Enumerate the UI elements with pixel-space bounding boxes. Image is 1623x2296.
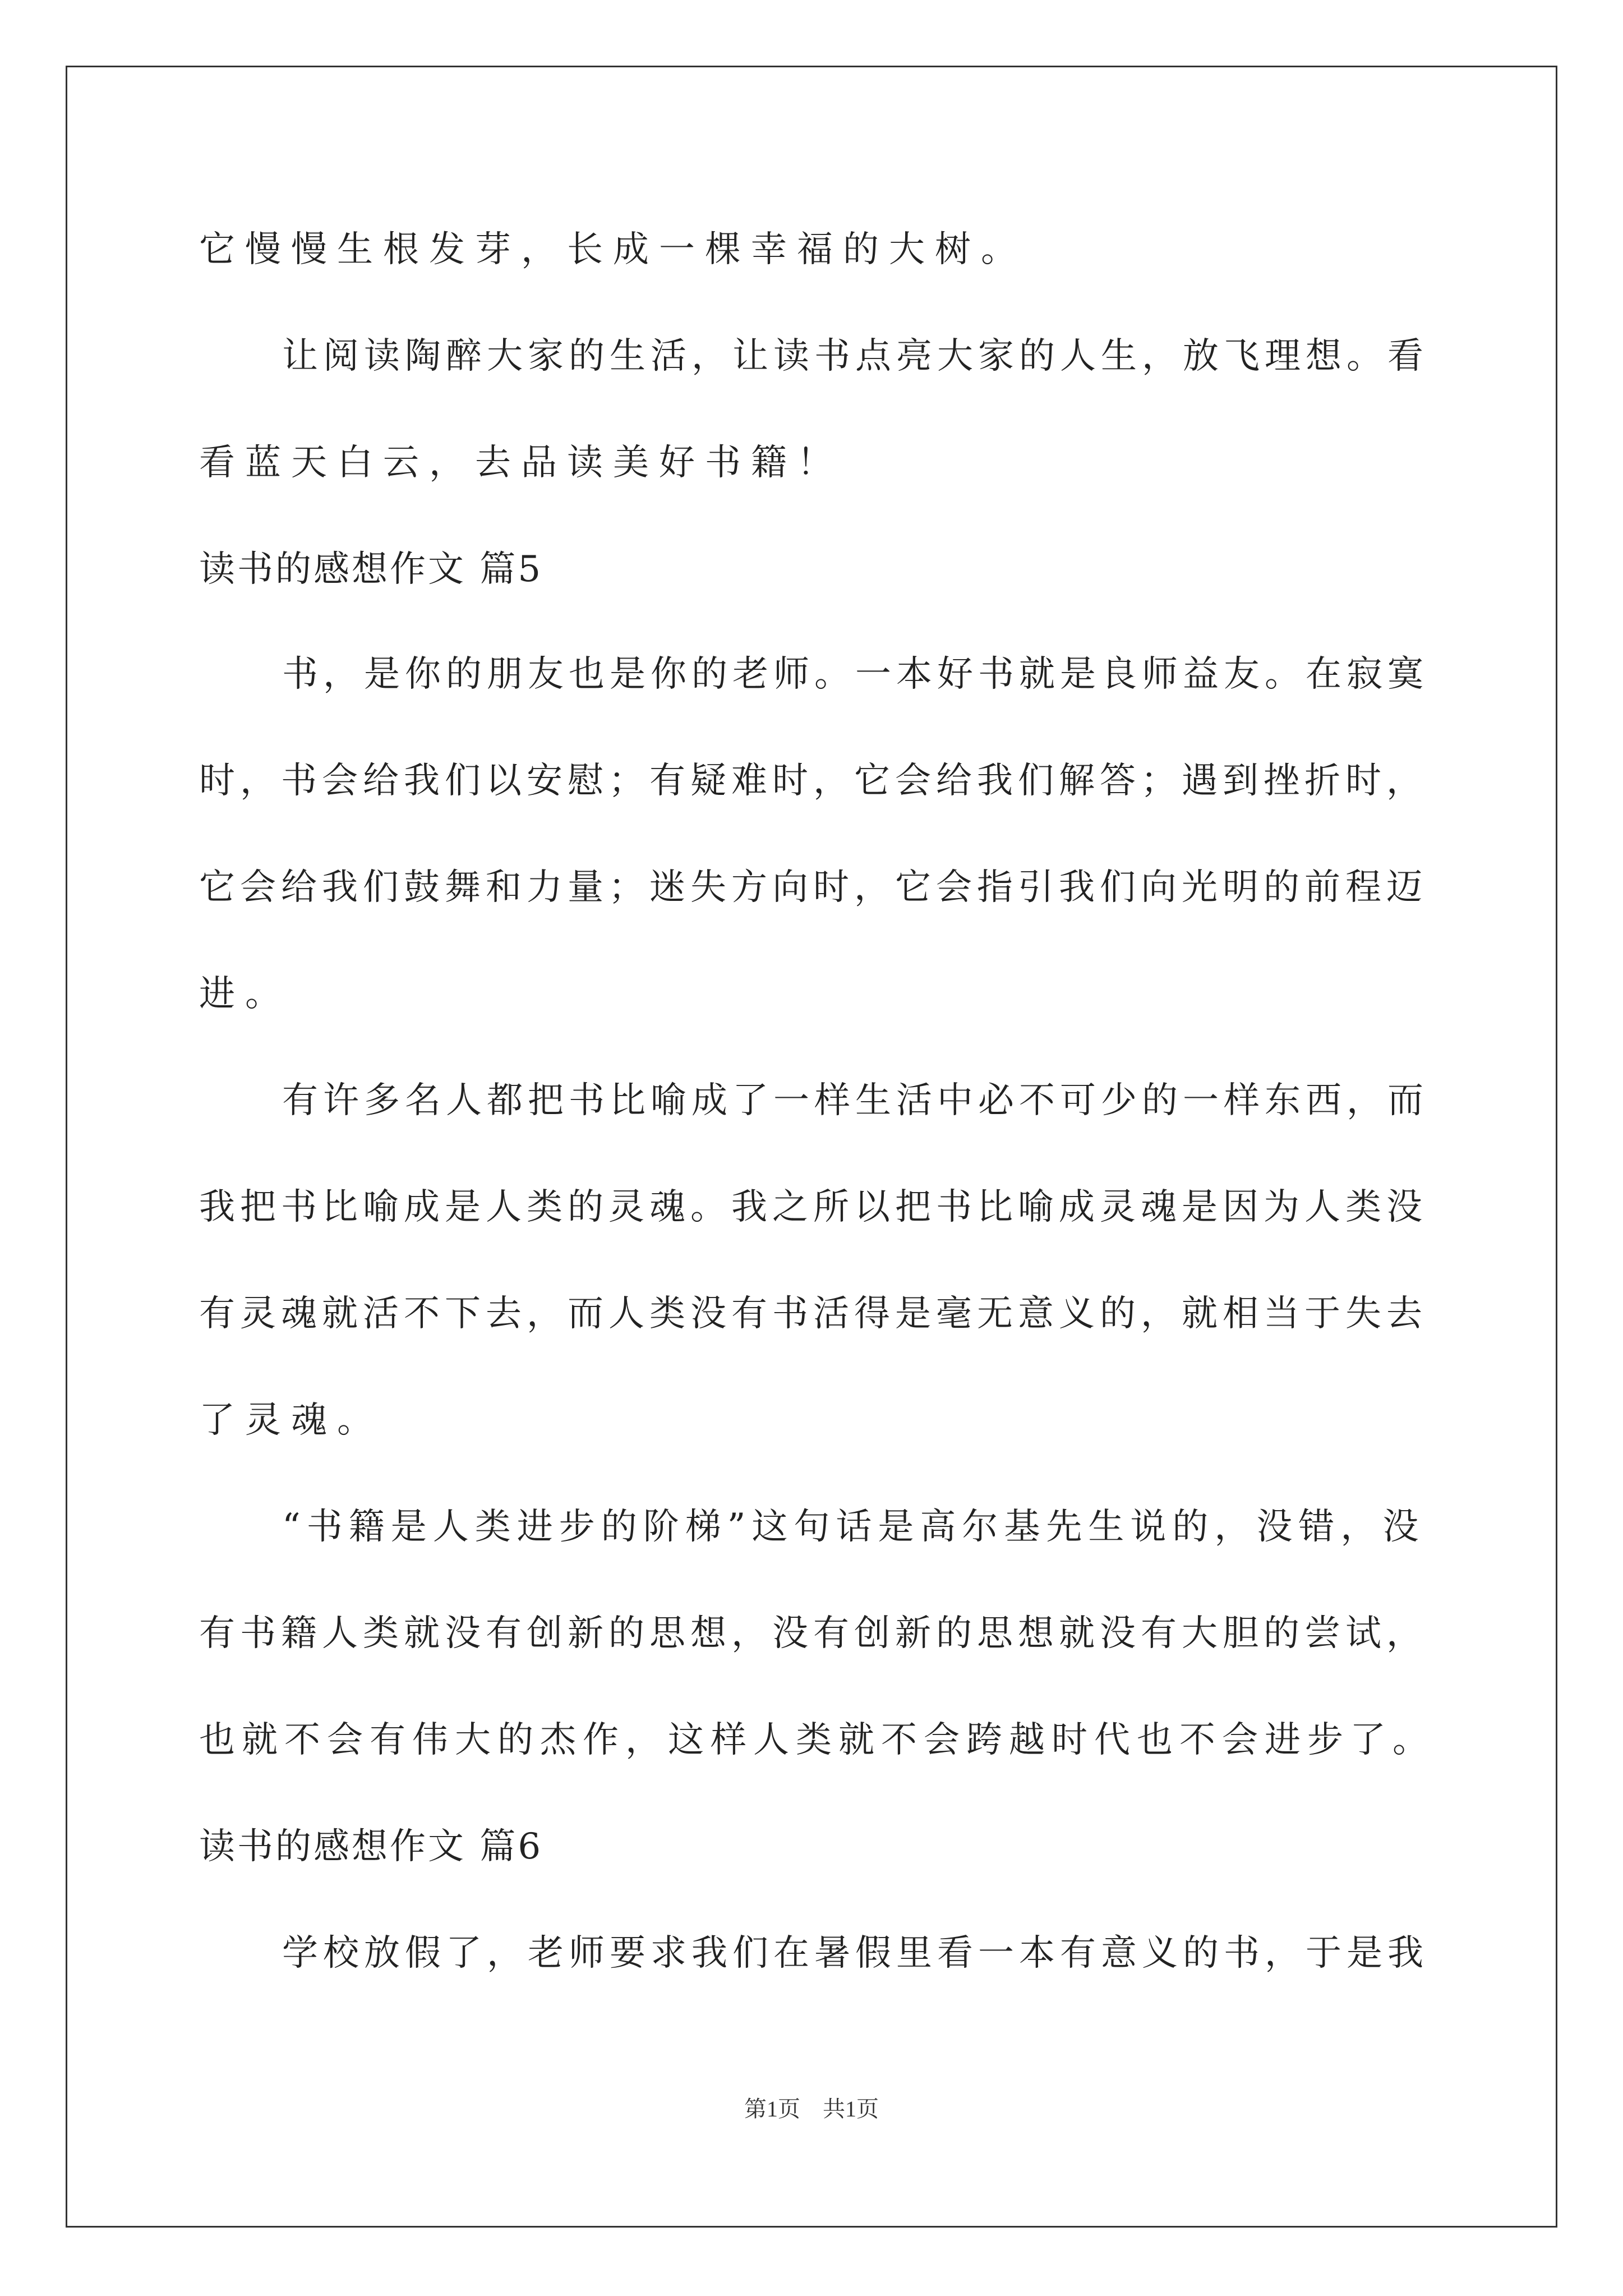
paragraph-line: 有许多名人都把书比喻成了一样生活中必不可少的一样东西，而 — [282, 1080, 1428, 1121]
page-number-total: 共1页 — [823, 2096, 879, 2122]
section-heading: 读书的感想作文 篇5 — [199, 549, 543, 590]
paragraph-line: 有灵魂就活不下去，而人类没有书活得是毫无意义的，就相当于失去 — [199, 1293, 1427, 1335]
paragraph-line: 它慢慢生根发芽，长成一棵幸福的大树。 — [199, 229, 1027, 270]
paragraph-line: 时，书会给我们以安慰；有疑难时，它会给我们解答；遇到挫折时， — [199, 760, 1427, 802]
page-border — [66, 66, 1557, 2228]
paragraph-line: 也就不会有伟大的杰作，这样人类就不会跨越时代也不会进步了。 — [199, 1719, 1435, 1761]
paragraph-line: 学校放假了，老师要求我们在暑假里看一本有意义的书，于是我 — [282, 1932, 1428, 1974]
paragraph-line: 它会给我们鼓舞和力量；迷失方向时，它会指引我们向光明的前程迈 — [199, 867, 1427, 908]
paragraph-line: 书，是你的朋友也是你的老师。一本好书就是良师益友。在寂寞 — [282, 654, 1428, 695]
section-heading: 读书的感想作文 篇6 — [199, 1826, 543, 1867]
paragraph-line: 有书籍人类就没有创新的思想，没有创新的思想就没有大胆的尝试， — [199, 1613, 1427, 1654]
paragraph-line: 看蓝天白云，去品读美好书籍！ — [199, 442, 843, 484]
page-number-current: 第1页 — [744, 2096, 800, 2122]
page-footer — [0, 2098, 1623, 2120]
paragraph-line: 让阅读陶醉大家的生活，让读书点亮大家的人生，放飞理想。看 — [282, 335, 1428, 377]
paragraph-line: “书籍是人类进步的阶梯”这句话是高尔基先生说的，没错，没 — [282, 1506, 1425, 1548]
paragraph-line: 了灵魂。 — [199, 1400, 383, 1441]
paragraph-line: 我把书比喻成是人类的灵魂。我之所以把书比喻成灵魂是因为人类没 — [199, 1186, 1427, 1228]
paragraph-line: 进。 — [199, 973, 291, 1015]
